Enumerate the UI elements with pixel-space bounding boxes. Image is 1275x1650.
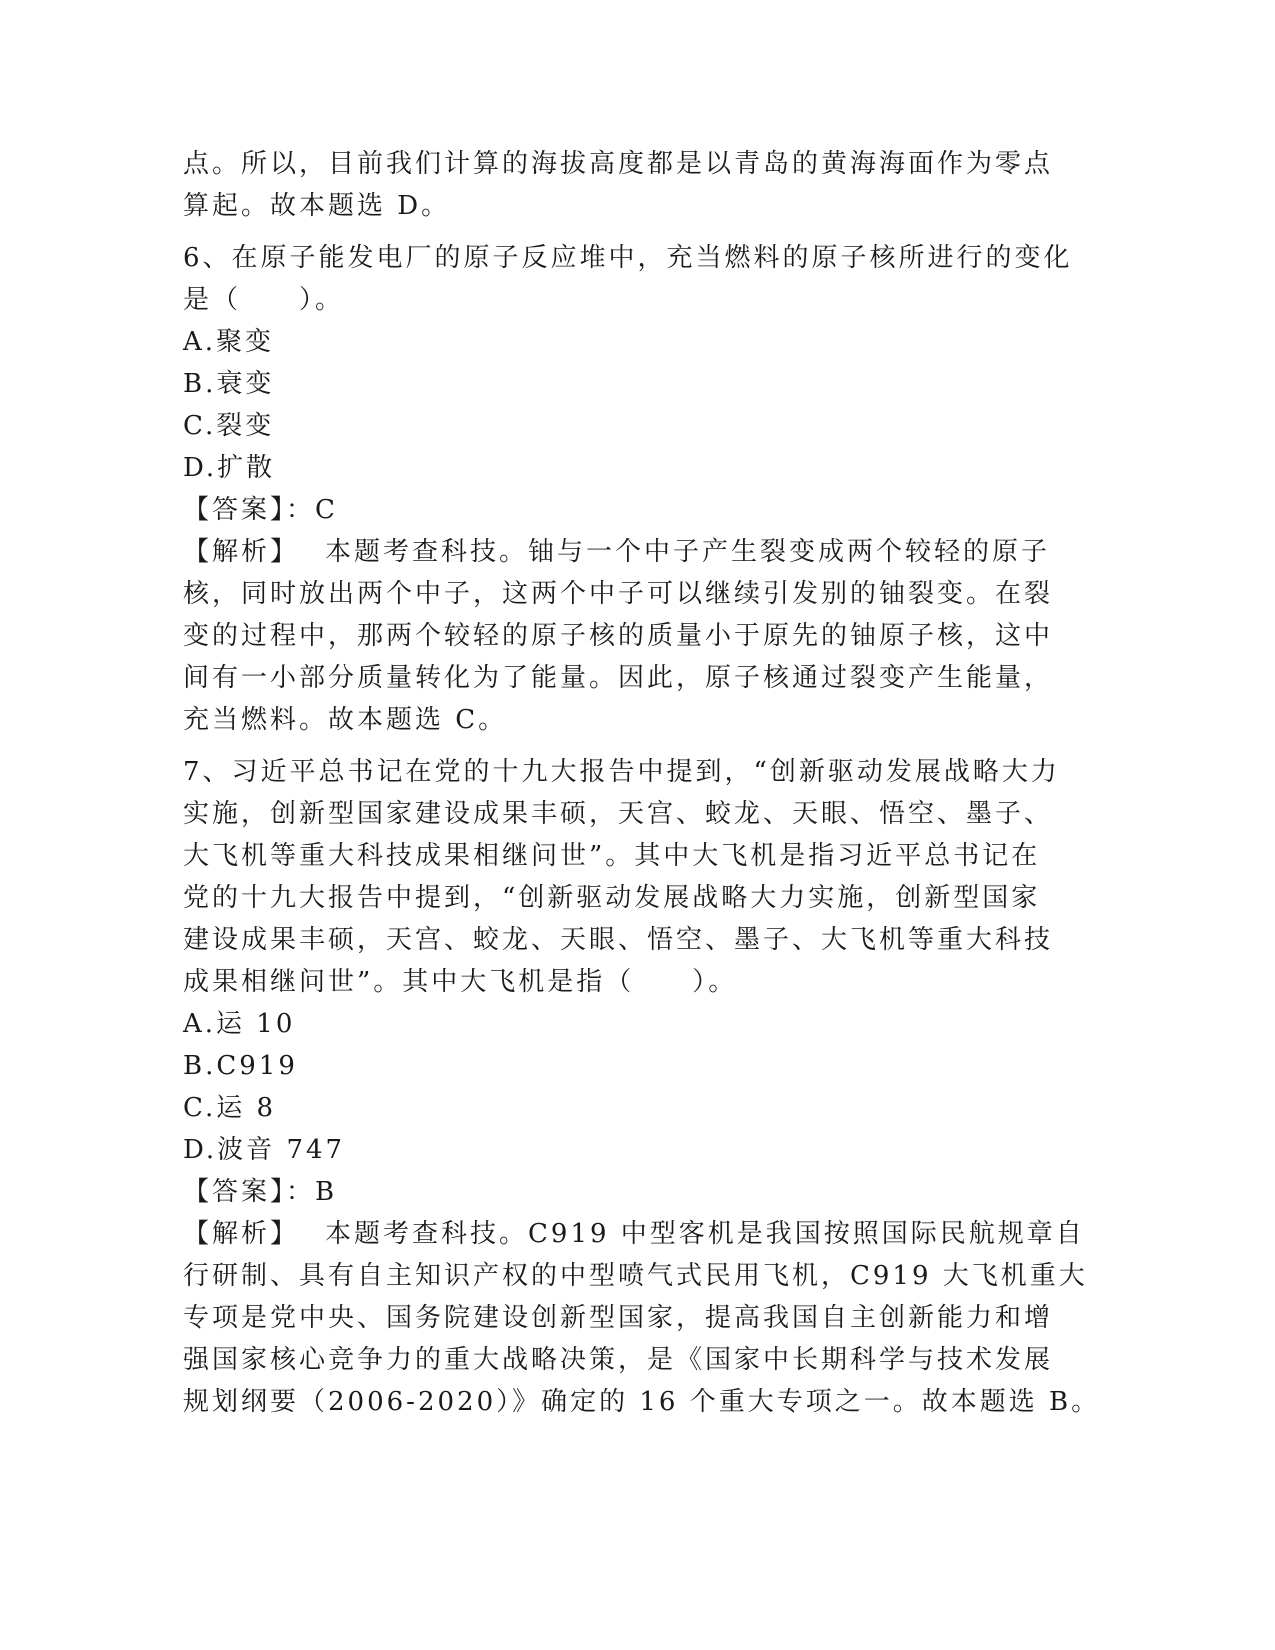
explanation-line: 变的过程中，那两个较轻的原子核的质量小于原先的铀原子核，这中 (183, 621, 1054, 651)
explanation-line: 专项是党中央、国务院建设创新型国家，提高我国自主创新能力和增 (183, 1303, 1054, 1333)
option-c: C.运 8 (183, 1093, 277, 1123)
explanation-line: 充当燃料。故本题选 C。 (183, 705, 508, 735)
answer-line: 【答案】：B (183, 1177, 338, 1207)
question-stem-line: 大飞机等重大科技成果相继问世”。其中大飞机是指习近平总书记在 (183, 841, 1041, 871)
question-stem-line: 6、在原子能发电厂的原子反应堆中，充当燃料的原子核所进行的变化 (183, 243, 1073, 273)
paragraph-line: 算起。故本题选 D。 (183, 191, 451, 221)
explanation-label: 【解析】 (183, 1219, 300, 1249)
paragraph-line: 点。所以，目前我们计算的海拔高度都是以青岛的黄海海面作为零点 (183, 149, 1054, 179)
option-b: B.C919 (183, 1051, 298, 1081)
option-c: C.裂变 (183, 411, 275, 441)
explanation-line: 规划纲要（2006-2020）》确定的 16 个重大专项之一。故本题选 B。 (183, 1387, 1101, 1417)
document-page (183, 143, 1101, 1423)
explanation-line: 间有一小部分质量转化为了能量。因此，原子核通过裂变产生能量， (183, 663, 1054, 693)
question-stem-line: 实施，创新型国家建设成果丰硕，天宫、蛟龙、天眼、悟空、墨子、 (183, 799, 1054, 829)
explanation-first-line (183, 531, 1063, 573)
option-a: A.聚变 (183, 327, 275, 357)
explanation-line: 核，同时放出两个中子，这两个中子可以继续引发别的铀裂变。在裂 (183, 579, 1054, 609)
question-7 (183, 751, 1101, 1423)
option-d: D.波音 747 (183, 1135, 346, 1165)
question-stem-line: 成果相继问世”。其中大飞机是指（ ）。 (183, 967, 738, 997)
question-6 (183, 237, 1073, 741)
option-d: D.扩散 (183, 453, 276, 483)
question-stem-line: 党的十九大报告中提到，“创新驱动发展战略大力实施，创新型国家 (183, 883, 1041, 913)
explanation-line: 行研制、具有自主知识产权的中型喷气式民用飞机，C919 大飞机重大 (183, 1261, 1088, 1291)
explanation-text: 本题考查科技。C919 中型客机是我国按照国际民航规章自 (325, 1219, 1085, 1249)
intro-paragraph (183, 143, 1063, 227)
explanation-first-line (183, 1213, 1085, 1255)
question-stem-line: 建设成果丰硕，天宫、蛟龙、天眼、悟空、墨子、大飞机等重大科技 (183, 925, 1054, 955)
explanation-text: 本题考查科技。铀与一个中子产生裂变成两个较轻的原子 (325, 537, 1051, 567)
option-a: A.运 10 (183, 1009, 296, 1039)
explanation-label: 【解析】 (183, 537, 300, 567)
answer-line: 【答案】：C (183, 495, 338, 525)
question-stem-line: 7、习近平总书记在党的十九大报告中提到，“创新驱动发展战略大力 (183, 757, 1060, 787)
explanation-line: 强国家核心竞争力的重大战略决策，是《国家中长期科学与技术发展 (183, 1345, 1054, 1375)
option-b: B.衰变 (183, 369, 275, 399)
question-stem-line: 是（ ）。 (183, 285, 345, 315)
